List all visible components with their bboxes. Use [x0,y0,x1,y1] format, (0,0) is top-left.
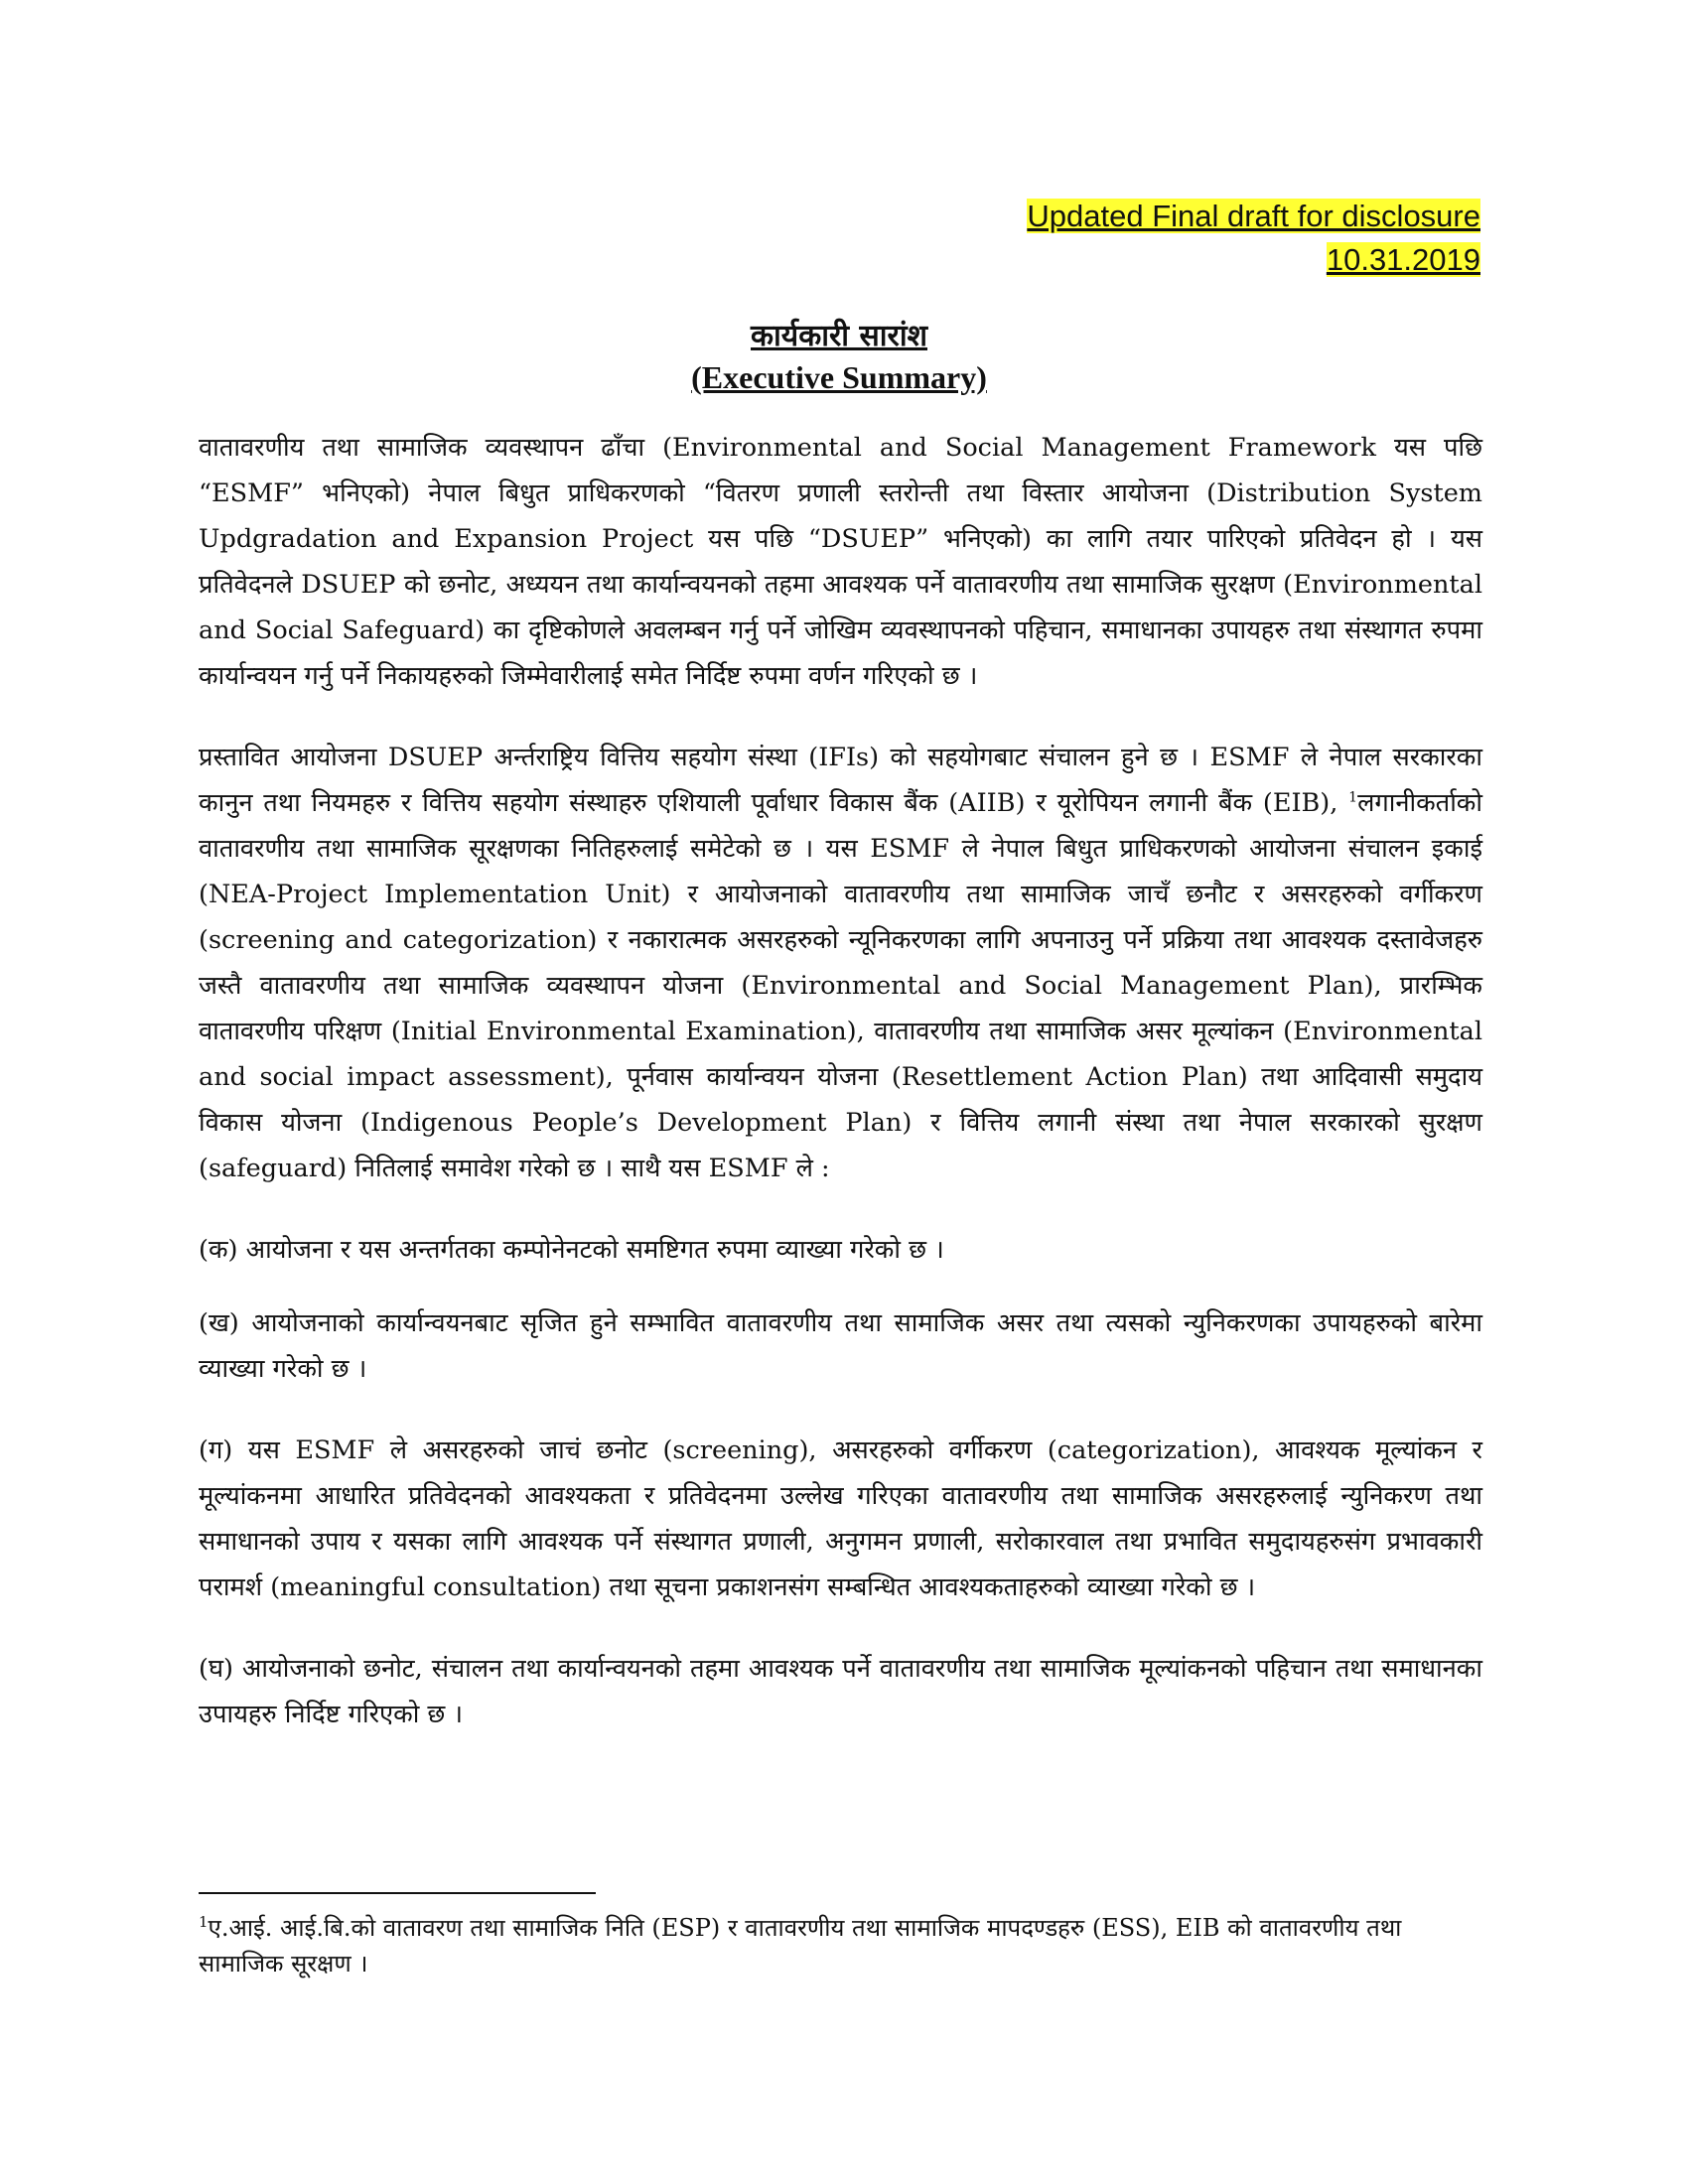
draft-notice-date: 10.31.2019 [1326,242,1480,277]
draft-notice [1027,195,1480,282]
document-body [199,425,1482,1773]
list-item-ka: (क) आयोजना र यस अन्तर्गतका कम्पोनेनटको समष्टिगत रुपमा व्याख्या गरेको छ । [199,1235,944,1265]
list-item-gha: (घ) आयोजनाको छनोट, संचालन तथा कार्यान्वयनको तहमा आवश्यक पर्ने वातावरणीय तथा सामाजिक मूल्यांकनको पहिचान तथा समाधानका उपायहरु निर्दिष्ट गरिएको छ । [199,1654,1482,1729]
footnote-marker: 1 [199,1913,209,1931]
list-item-ga: (ग) यस ESMF ले असरहरुको जाचं छनोट (screening), असरहरुको वर्गीकरण (categorization), आवश्यक मूल्यांकन र मूल्यांकनमा आधारित प्रतिवेदनको आवश्यकता र प्रतिवेदनमा उल्लेख गरिएका वातावरणीय तथा सामाजिक असरहरुलाई न्युनिकरण तथा समाधानको उपाय र यसका लागि आवश्यक पर्ने संस्थागत प्रणाली, अनुगमन प्रणाली, सरोकारवाल तथा प्रभावित समुदायहरुसंग प्रभावकारी परामर्श (meaningful consultation) तथा सूचना प्रकाशनसंग सम्बन्धित आवश्यकताहरुको व्याख्या गरेको छ । [199,1435,1482,1602]
footnote-reference[interactable]: 1 [1348,789,1358,806]
footnote [199,1904,1482,1981]
draft-notice-line1: Updated Final draft for disclosure [1027,199,1480,233]
document-title [199,316,1479,397]
title-english: (Executive Summary) [691,359,987,395]
footnote-text: ए.आई. आई.बि.को वातावरण तथा सामाजिक निति (ESP) र वातावरणीय तथा सामाजिक मापदण्डहरु (ESS), EIB को वातावरणीय तथा सामाजिक सूरक्षण । [199,1914,1402,1978]
paragraph-scope [199,735,1482,1191]
paragraph-intro: वातावरणीय तथा सामाजिक व्यवस्थापन ढाँचा (Environmental and Social Management Framework यस पछि “ESMF” भनिएको) नेपाल बिधुत प्राधिकरणको “वितरण प्रणाली स्तरोन्ती तथा विस्तार आयोजना (Distribution System Updgradation and Expansion Project यस पछि “DSUEP” भनिएको) का लागि तयार पारिएको प्रतिवेदन हो । यस प्रतिवेदनले DSUEP को छनोट, अध्ययन तथा कार्यान्वयनको तहमा आवश्यक पर्ने वातावरणीय तथा सामाजिक सुरक्षण (Environmental and Social Safeguard) का दृष्टिकोणले अवलम्बन गर्नु पर्ने जोखिम व्यवस्थापनको पहिचान, समाधानका उपायहरु तथा संस्थागत रुपमा कार्यान्वयन गर्नु पर्ने निकायहरुको जिम्मेवारीलाई समेत निर्दिष्ट रुपमा वर्णन गरिएको छ । [199,433,1482,691]
title-nepali: कार्यकारी सारांश [751,319,927,353]
footnote-divider [199,1892,596,1894]
list-item-kha: (ख) आयोजनाको कार्यान्वयनबाट सृजित हुने सम्भावित वातावरणीय तथा सामाजिक असर तथा त्यसको न्युनिकरणका उपायहरुको बारेमा व्याख्या गरेको छ । [199,1308,1482,1384]
paragraph-scope-part2: लगानीकर्ताको वातावरणीय तथा सामाजिक सूरक्षणका नितिहरुलाई समेटेको छ । यस ESMF ले नेपाल बिधुत प्राधिकरणको आयोजना संचालन इकाई (NEA-Project Implementation Unit) र आयोजनाको वातावरणीय तथा सामाजिक जाचँ छनौट र असरहरुको वर्गीकरण (screening and categorization) र नकारात्मक असरहरुको न्यूनिकरणका लागि अपनाउनु पर्ने प्रक्रिया तथा आवश्यक दस्तावेजहरु जस्तै वातावरणीय तथा सामाजिक व्यवस्थापन योजना (Environmental and Social Management Plan), प्रारम्भिक वातावरणीय परिक्षण (Initial Environmental Examination), वातावरणीय तथा सामाजिक असर मूल्यांकन (Environmental and social impact assessment), पूर्नवास कार्यान्वयन योजना (Resettlement Action Plan) तथा आदिवासी समुदाय विकास योजना (Indigenous People’s Development Plan) र वित्तिय लगानी संस्था तथा नेपाल सरकारको सुरक्षण (safeguard) नितिलाई समावेश गरेको छ । साथै यस ESMF ले : [199,788,1482,1183]
paragraph-scope-part1: प्रस्तावित आयोजना DSUEP अर्न्तराष्ट्रिय वित्तिय सहयोग संस्था (IFIs) को सहयोगबाट संचालन हुने छ । ESMF ले नेपाल सरकारका कानुन तथा नियमहरु र वित्तिय सहयोग संस्थाहरु एशियाली पूर्वाधार विकास बैंक (AIIB) र यूरोपियन लगानी बैंक (EIB), [199,743,1482,818]
